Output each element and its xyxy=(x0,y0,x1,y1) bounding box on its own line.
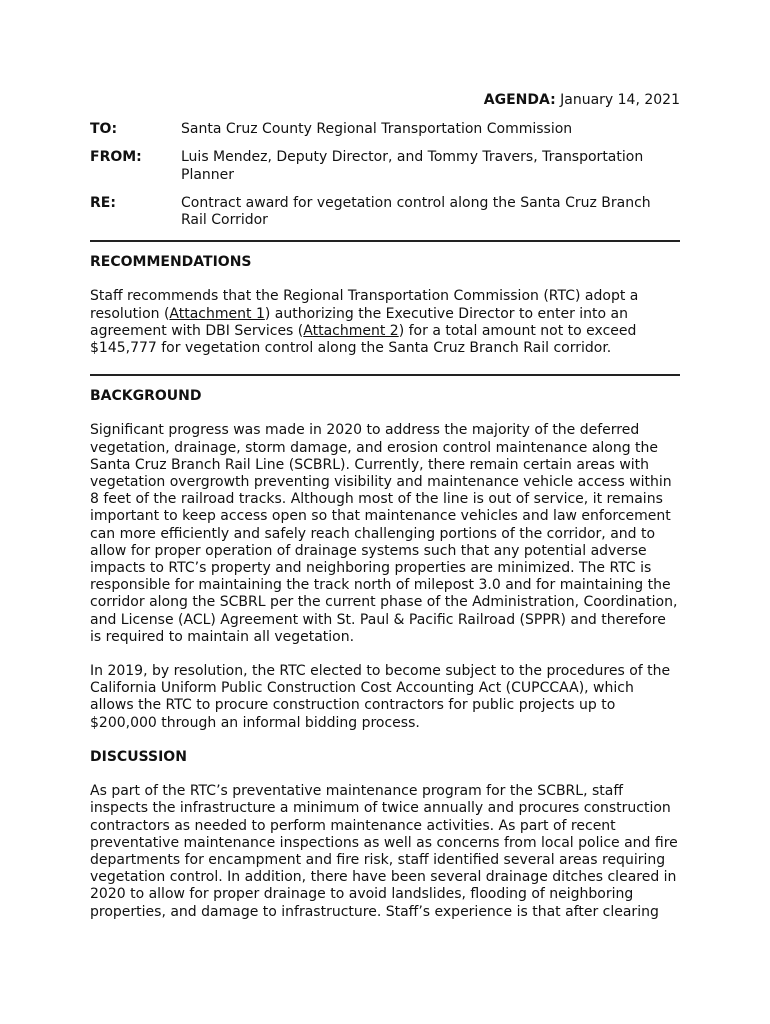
discussion-paragraph-1: As part of the RTC’s preventative maintenance program for the SCBRL, staff inspects the infrastructure a minimum of twice annually and procures construction contractors as needed to perform maintenance activities. As part of recent preventative maintenance inspections as well as concerns from local police and fire departments for encampment and fire risk, staff identified several areas requiring vegetation control. In addition, there have been several drainage ditches cleared in 2020 to allow for proper drainage to avoid landslides, flooding of neighboring properties, and damage to infrastructure. Staff’s experience is that after clearing xyxy=(90,783,678,920)
divider xyxy=(90,374,680,376)
background-paragraph-2: In 2019, by resolution, the RTC elected to become subject to the procedures of the California Uniform Public Construction Cost Accounting Act (CUPCCAA), which allows the RTC to procure construction contractors for public projects up to $200,000 through an informal bidding process. xyxy=(90,663,671,731)
recommendations-text-1: Staff recommends that the Regional Transportation Commission (RTC) adopt a resolution ( xyxy=(90,288,639,322)
memo-from-row xyxy=(90,149,680,183)
divider xyxy=(90,240,680,242)
memo-to-row xyxy=(90,121,680,138)
memo-from-label: FROM: xyxy=(90,149,142,166)
recommendations-text-2: ) authorizing the Executive Director to enter into an agreement with DBI Services ( xyxy=(90,305,628,339)
memo-re-label: RE: xyxy=(90,194,116,211)
document-page xyxy=(90,92,680,938)
memo-re-row xyxy=(90,195,680,229)
memo-re-value: Contract award for vegetation control along the Santa Cruz Branch Rail Corridor xyxy=(181,194,651,229)
attachment-2-link[interactable]: Attachment 2 xyxy=(303,322,399,339)
background-heading: BACKGROUND xyxy=(90,388,202,405)
discussion-heading: DISCUSSION xyxy=(90,748,187,765)
attachment-1-link[interactable]: Attachment 1 xyxy=(169,305,265,322)
memo-to-value: Santa Cruz County Regional Transportation Commission xyxy=(181,121,573,138)
agenda-label: AGENDA: xyxy=(483,92,556,108)
recommendations-paragraph xyxy=(90,288,680,357)
memo-to-label: TO: xyxy=(90,121,118,138)
recommendations-text-3: ) for a total amount not to exceed $145,777 for vegetation control along the Santa Cruz Branch Rail corridor. xyxy=(90,322,637,357)
recommendations-heading: RECOMMENDATIONS xyxy=(90,254,252,271)
memo-from-value: Luis Mendez, Deputy Director, and Tommy Travers, Transportation Planner xyxy=(181,149,644,183)
agenda-line xyxy=(90,92,680,109)
agenda-date: January 14, 2021 xyxy=(560,92,680,108)
background-paragraph-1: Significant progress was made in 2020 to address the majority of the deferred vegetation, drainage, storm damage, and erosion control maintenance along the Santa Cruz Branch Rail Line (SCBRL). Currently, there remain certain areas with vegetation overgrowth preventing visibility and maintenance vehicle access within 8 feet of the railroad tracks. Although most of the line is out of service, it remains important to keep access open so that maintenance vehicles and law enforcement can more efficiently and safely reach challenging portions of the corridor, and to allow for proper operation of drainage systems such that any potential adverse impacts to RTC’s property and neighboring properties are minimized. The RTC is responsible for maintaining the track north of milepost 3.0 and for maintaining the corridor along the SCBRL per the current phase of the Administration, Coordination, and License (ACL) Agreement with St. Paul & Pacific Railroad (SPPR) and therefore is required to maintain all vegetation. xyxy=(90,422,678,645)
